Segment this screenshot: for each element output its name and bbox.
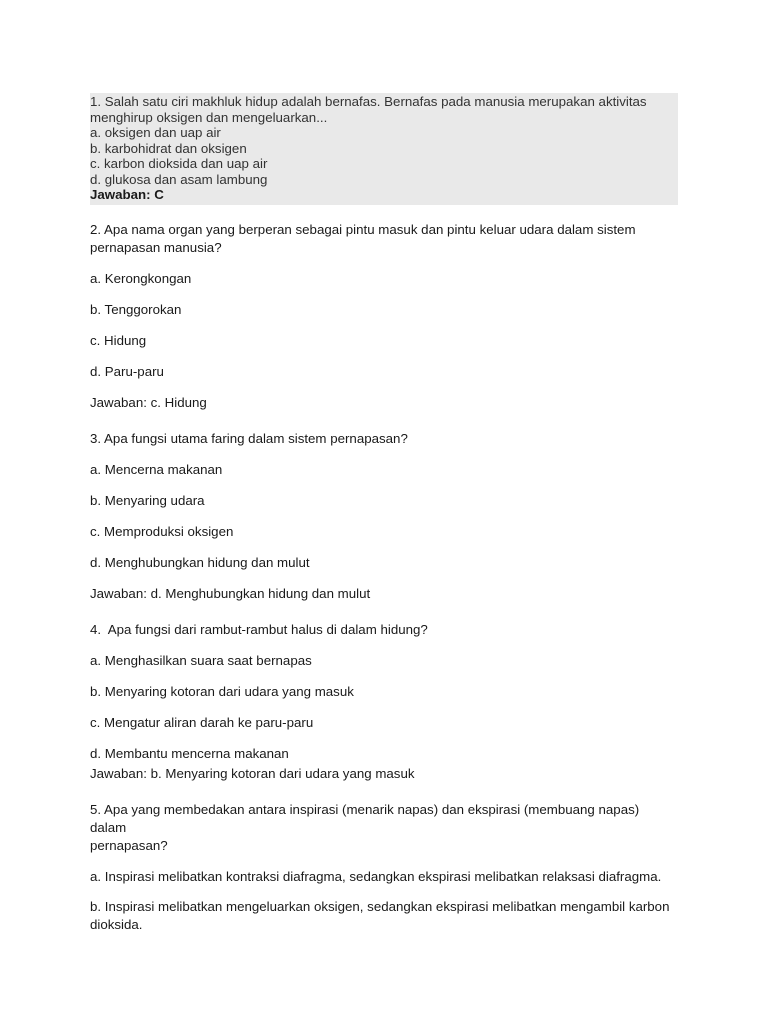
question-1-option-c: c. karbon dioksida dan uap air [90, 156, 268, 171]
question-2-block [90, 221, 678, 412]
question-2-text-line-1: 2. Apa nama organ yang berperan sebagai pintu masuk dan pintu keluar udara dalam sistem [90, 221, 636, 237]
question-3-answer: Jawaban: d. Menghubungkan hidung dan mulut [90, 585, 371, 601]
question-3-option-d: d. Menghubungkan hidung dan mulut [90, 554, 310, 570]
question-5-option-b [90, 898, 678, 934]
question-5-block [90, 801, 678, 934]
question-1-option-d: d. glukosa dan asam lambung [90, 171, 268, 187]
document-page [90, 93, 678, 934]
question-4-option-b: b. Menyaring kotoran dari udara yang masuk [90, 683, 354, 699]
question-2-answer: Jawaban: c. Hidung [90, 394, 207, 410]
question-4-option-a: a. Menghasilkan suara saat bernapas [90, 652, 312, 668]
question-2-option-b: b. Tenggorokan [90, 301, 182, 317]
question-2-text-line-2: pernapasan manusia? [90, 239, 222, 255]
question-2-option-a: a. Kerongkongan [90, 270, 192, 286]
question-4-text: 4. Apa fungsi dari rambut-rambut halus di dalam hidung? [90, 621, 428, 637]
question-5-option-b-line-2: dioksida. [90, 916, 143, 932]
question-1-block [90, 93, 678, 205]
question-5-option-b-line-1: b. Inspirasi melibatkan mengeluarkan oksigen, sedangkan ekspirasi melibatkan mengambil karbon [90, 898, 670, 914]
question-4-option-d: d. Membantu mencerna makanan [90, 745, 289, 761]
question-5-text-line-1: 5. Apa yang membedakan antara inspirasi (menarik napas) dan ekspirasi (membuang napas) dalam [90, 801, 640, 835]
question-5-option-a: a. Inspirasi melibatkan kontraksi diafragma, sedangkan ekspirasi melibatkan relaksasi diafragma. [90, 868, 662, 884]
question-1-text-line-2: menghirup oksigen dan mengeluarkan... [90, 109, 328, 125]
question-5-text [90, 801, 678, 855]
question-3-option-c: c. Memproduksi oksigen [90, 523, 234, 539]
question-3-block [90, 430, 678, 603]
question-4-answer: Jawaban: b. Menyaring kotoran dari udara yang masuk [90, 765, 415, 781]
question-4-block [90, 621, 678, 783]
question-3-option-b: b. Menyaring udara [90, 492, 205, 508]
question-4-option-c: c. Mengatur aliran darah ke paru-paru [90, 714, 314, 730]
question-1-text-line-1: 1. Salah satu ciri makhluk hidup adalah bernafas. Bernafas pada manusia merupakan aktivitas [90, 94, 647, 109]
question-1-option-b: b. karbohidrat dan oksigen [90, 140, 247, 156]
question-1-answer: Jawaban: C [90, 187, 164, 202]
question-2-option-c: c. Hidung [90, 332, 147, 348]
question-3-option-a: a. Mencerna makanan [90, 461, 223, 477]
question-2-text [90, 221, 678, 257]
question-5-text-line-2: pernapasan? [90, 837, 168, 853]
question-1-option-a: a. oksigen dan uap air [90, 125, 221, 140]
question-2-option-d: d. Paru-paru [90, 363, 164, 379]
question-3-text: 3. Apa fungsi utama faring dalam sistem pernapasan? [90, 430, 408, 446]
